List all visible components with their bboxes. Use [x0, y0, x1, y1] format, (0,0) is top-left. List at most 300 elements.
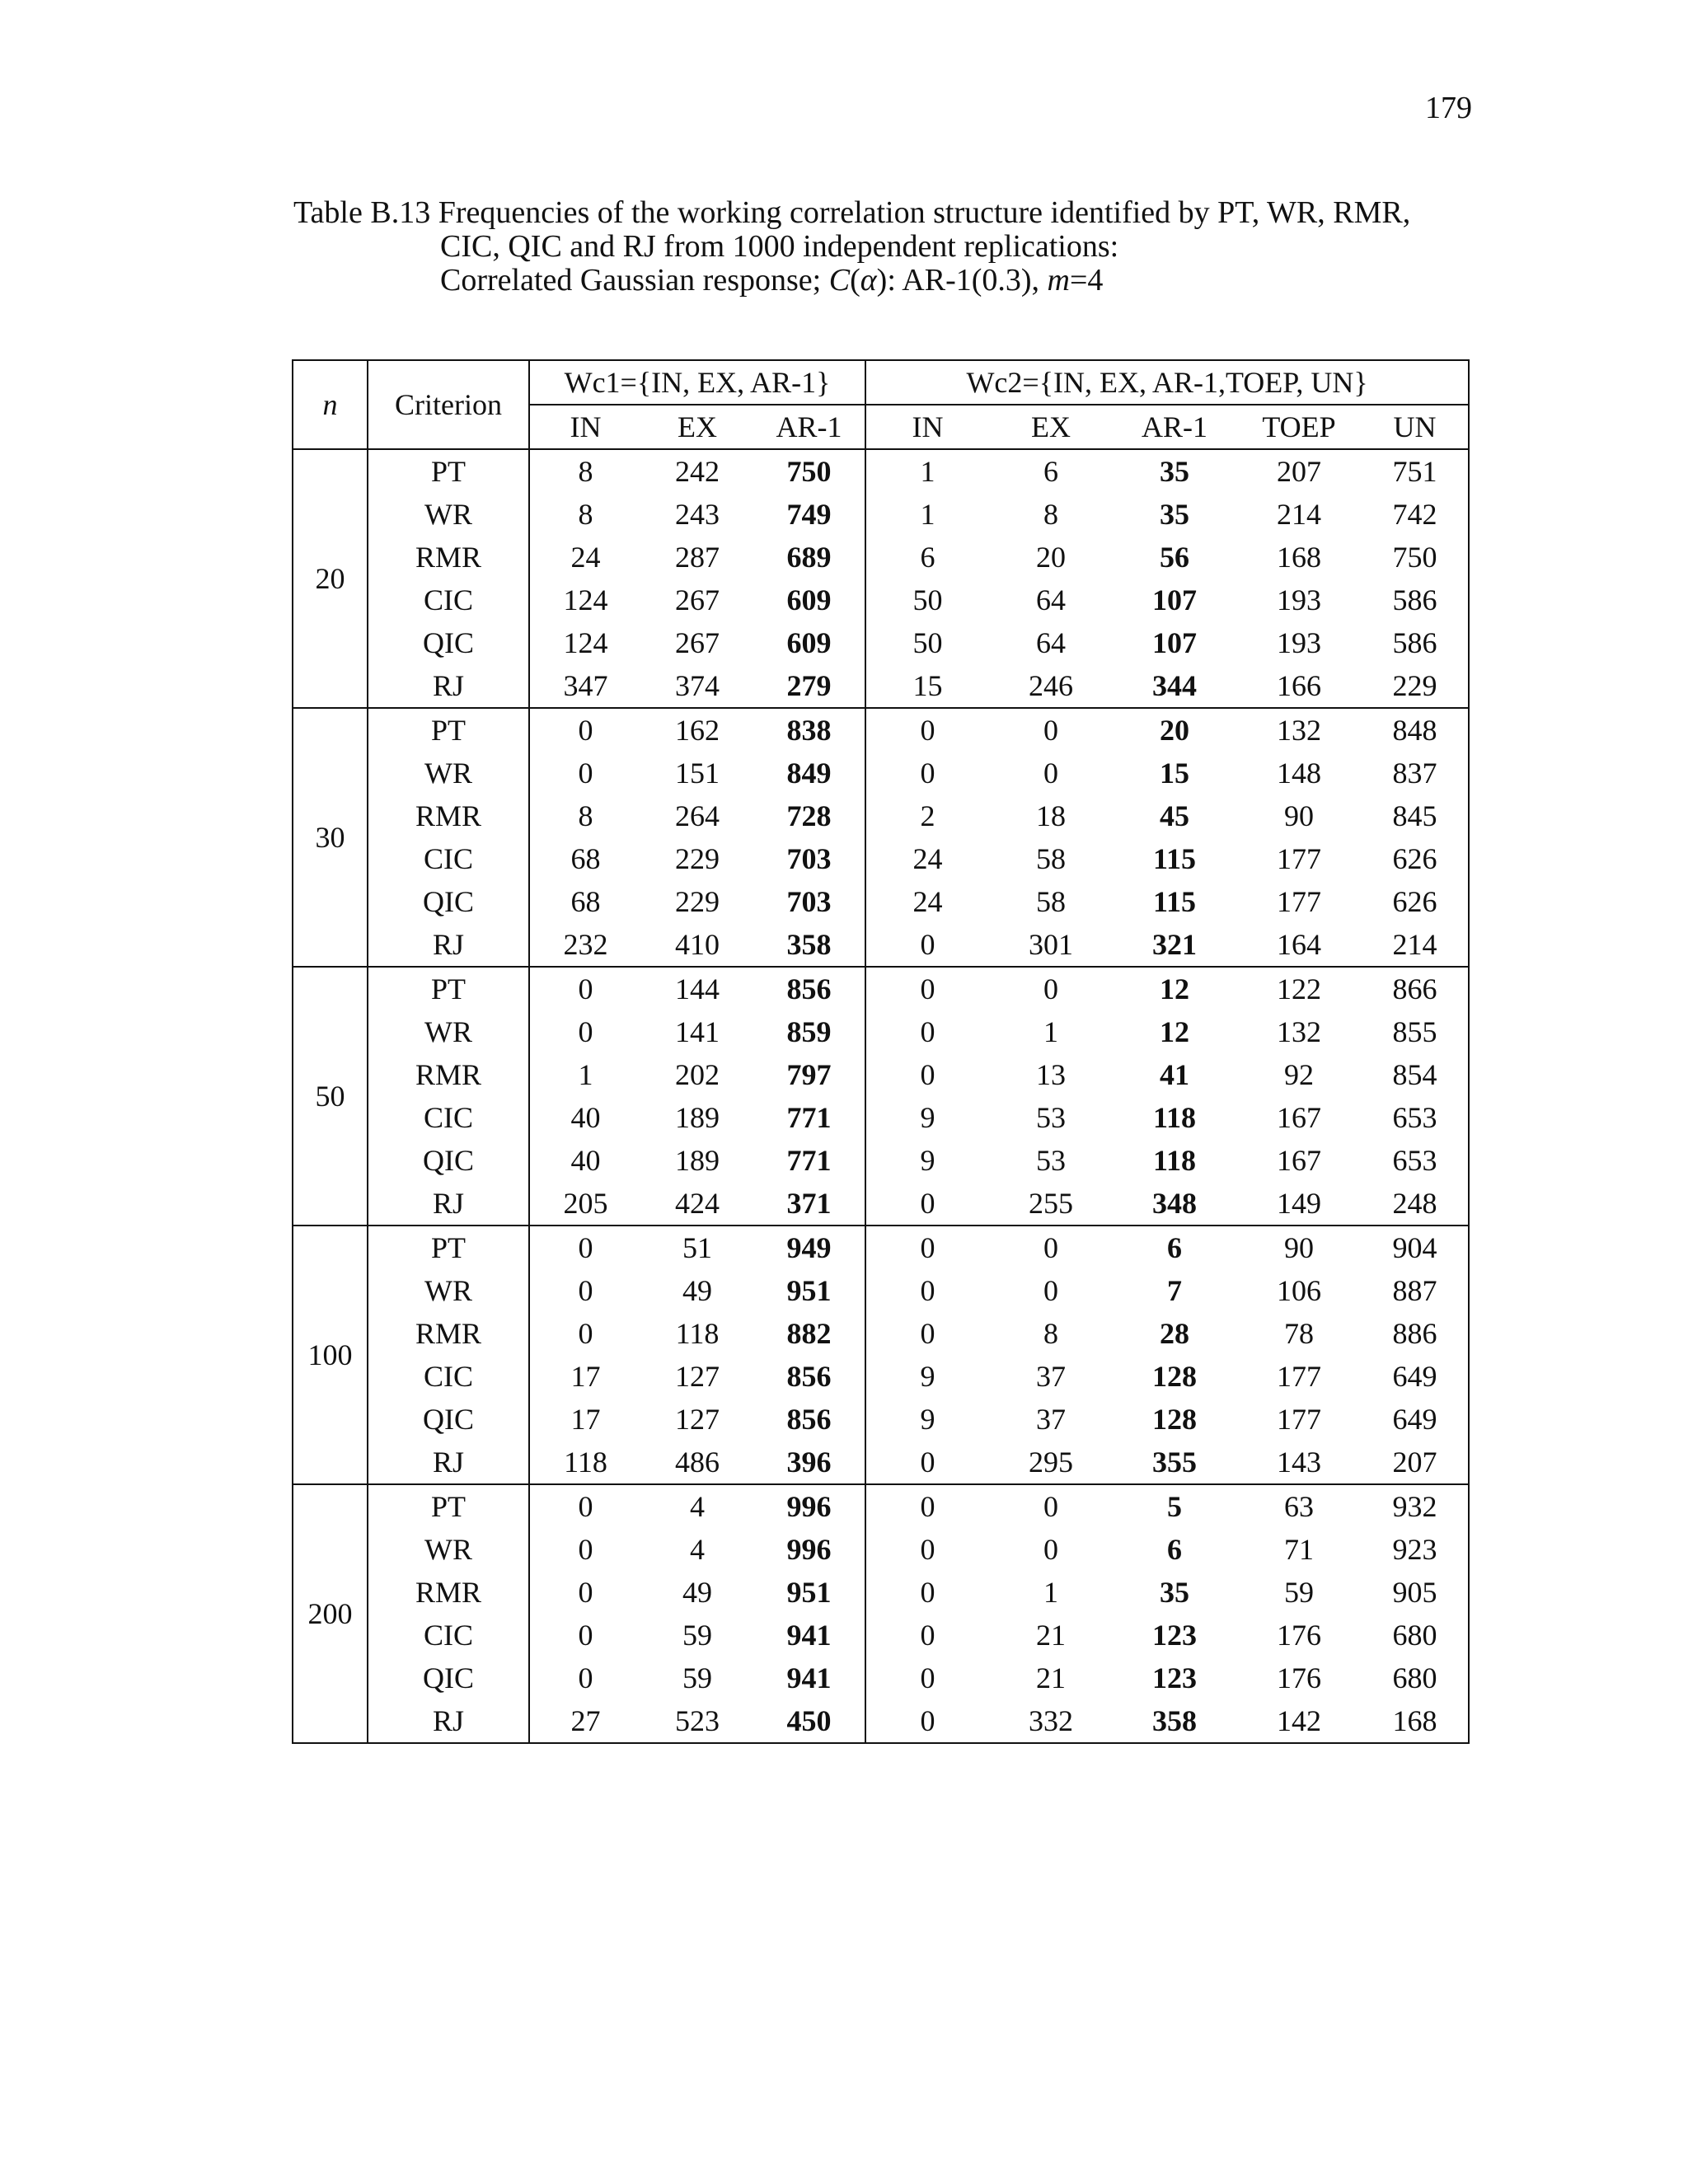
value-cell: 37	[1036, 1403, 1067, 1436]
value-cell: 0	[865, 967, 989, 1010]
table-caption	[293, 196, 1472, 298]
value-cell: 64	[1036, 626, 1067, 659]
value-cell: 106	[1277, 1274, 1322, 1307]
sample-size-cell: 50	[293, 967, 368, 1226]
criterion-cell: PT	[368, 708, 529, 752]
value-cell: 12	[1160, 972, 1190, 1005]
value-cell: 371	[753, 1182, 865, 1226]
value-cell: 90	[1284, 1231, 1315, 1264]
value-cell: 854	[1392, 1058, 1437, 1091]
value-cell: 797	[786, 1058, 832, 1091]
value-cell: 949	[786, 1231, 832, 1264]
value-cell: 142	[1277, 1704, 1322, 1737]
value-cell: 0	[1043, 1274, 1059, 1307]
value-cell: 0	[1043, 1231, 1059, 1264]
value-cell: 15	[1160, 757, 1190, 790]
value-cell: 742	[1392, 498, 1437, 531]
value-cell: 750	[1392, 541, 1437, 574]
value-cell: 13	[1036, 1058, 1067, 1091]
value-cell: 0	[865, 1441, 989, 1484]
value-cell: 50	[865, 621, 989, 664]
value-cell: 12	[1160, 1015, 1190, 1048]
value-cell: 45	[1160, 799, 1190, 832]
criterion-cell: RJ	[368, 1441, 529, 1484]
value-cell: 4	[690, 1490, 705, 1523]
value-cell: 68	[529, 880, 641, 923]
value-cell: 21	[1036, 1661, 1067, 1694]
value-cell: 229	[675, 842, 720, 875]
value-cell: 348	[1113, 1182, 1236, 1226]
criterion-cell: PT	[368, 449, 529, 493]
value-cell: 301	[989, 923, 1113, 967]
value-cell: 24	[865, 837, 989, 880]
value-cell: 193	[1277, 583, 1322, 616]
value-cell: 649	[1392, 1360, 1437, 1393]
value-cell: 653	[1392, 1101, 1437, 1134]
header-wc2: Wc2={IN, EX, AR-1,TOEP, UN}	[865, 360, 1469, 405]
value-cell: 115	[1153, 842, 1197, 875]
value-cell: 214	[1277, 498, 1322, 531]
value-cell: 0	[529, 1010, 641, 1053]
value-cell: 1	[1043, 1576, 1059, 1609]
value-cell: 8	[1043, 498, 1059, 531]
table-row	[293, 579, 1469, 621]
value-cell: 0	[865, 1657, 989, 1699]
value-cell: 374	[641, 664, 753, 708]
value-cell: 0	[865, 923, 989, 967]
value-cell: 232	[529, 923, 641, 967]
value-cell: 92	[1284, 1058, 1315, 1091]
header-wc1-ex: EX	[641, 405, 753, 449]
value-cell: 396	[753, 1441, 865, 1484]
criterion-cell: CIC	[368, 579, 529, 621]
value-cell: 649	[1392, 1403, 1437, 1436]
value-cell: 207	[1277, 455, 1322, 488]
value-cell: 728	[786, 799, 832, 832]
value-cell: 904	[1392, 1231, 1437, 1264]
value-cell: 1	[865, 449, 989, 493]
value-cell: 1	[865, 493, 989, 536]
table-row	[293, 1657, 1469, 1699]
criterion-cell: RJ	[368, 664, 529, 708]
value-cell: 167	[1277, 1101, 1322, 1134]
value-cell: 0	[529, 708, 641, 752]
table-row	[293, 923, 1469, 967]
value-cell: 703	[786, 885, 832, 918]
value-cell: 20	[1036, 541, 1067, 574]
value-cell: 202	[675, 1058, 720, 1091]
criterion-cell: RJ	[368, 923, 529, 967]
criterion-cell: CIC	[368, 837, 529, 880]
value-cell: 358	[1152, 1704, 1198, 1737]
value-cell: 845	[1392, 799, 1437, 832]
value-cell: 118	[529, 1441, 641, 1484]
table-row	[293, 1355, 1469, 1398]
value-cell: 267	[675, 583, 720, 616]
value-cell: 5	[1167, 1490, 1183, 1523]
table-row	[293, 493, 1469, 536]
value-cell: 1	[529, 1053, 641, 1096]
value-cell: 859	[786, 1015, 832, 1048]
value-cell: 703	[786, 842, 832, 875]
table-row	[293, 752, 1469, 794]
value-cell: 132	[1277, 714, 1322, 747]
value-cell: 923	[1392, 1533, 1437, 1566]
criterion-cell: RMR	[368, 1053, 529, 1096]
sample-size-cell: 20	[293, 449, 368, 708]
value-cell: 124	[529, 579, 641, 621]
value-cell: 107	[1152, 583, 1198, 616]
criterion-cell: RMR	[368, 794, 529, 837]
value-cell: 8	[529, 449, 641, 493]
header-wc2-ex: EX	[989, 405, 1113, 449]
value-cell: 849	[786, 757, 832, 790]
value-cell: 523	[675, 1704, 720, 1737]
value-cell: 53	[1036, 1144, 1067, 1177]
header-wc1: Wc1={IN, EX, AR-1}	[529, 360, 865, 405]
criterion-cell: RJ	[368, 1182, 529, 1226]
value-cell: 40	[529, 1139, 641, 1182]
value-cell: 586	[1392, 626, 1437, 659]
value-cell: 0	[529, 967, 641, 1010]
sample-size-cell: 100	[293, 1226, 368, 1484]
value-cell: 40	[529, 1096, 641, 1139]
value-cell: 848	[1392, 714, 1437, 747]
value-cell: 0	[529, 1614, 641, 1657]
value-cell: 0	[529, 1484, 641, 1528]
value-cell: 56	[1160, 541, 1190, 574]
value-cell: 118	[1153, 1144, 1197, 1177]
value-cell: 0	[865, 1182, 989, 1226]
header-wc1-ar1: AR-1	[753, 405, 865, 449]
value-cell: 0	[1043, 1533, 1059, 1566]
value-cell: 751	[1392, 455, 1437, 488]
value-cell: 58	[1036, 885, 1067, 918]
value-cell: 0	[865, 1226, 989, 1269]
value-cell: 207	[1362, 1441, 1469, 1484]
value-cell: 8	[529, 493, 641, 536]
value-cell: 886	[1392, 1317, 1437, 1350]
value-cell: 59	[682, 1619, 712, 1652]
value-cell: 21	[1036, 1619, 1067, 1652]
value-cell: 264	[675, 799, 720, 832]
value-cell: 653	[1392, 1144, 1437, 1177]
value-cell: 0	[1043, 972, 1059, 1005]
value-cell: 50	[865, 579, 989, 621]
value-cell: 0	[1043, 1490, 1059, 1523]
table-row	[293, 1441, 1469, 1484]
value-cell: 9	[865, 1398, 989, 1441]
value-cell: 53	[1036, 1101, 1067, 1134]
value-cell: 64	[1036, 583, 1067, 616]
value-cell: 17	[529, 1355, 641, 1398]
value-cell: 168	[1392, 1704, 1437, 1737]
value-cell: 837	[1392, 757, 1437, 790]
table-row	[293, 1312, 1469, 1355]
value-cell: 0	[865, 1010, 989, 1053]
table-row	[293, 536, 1469, 579]
value-cell: 255	[989, 1182, 1113, 1226]
table-row	[293, 1182, 1469, 1226]
value-cell: 750	[786, 455, 832, 488]
value-cell: 78	[1284, 1317, 1315, 1350]
value-cell: 49	[682, 1274, 712, 1307]
value-cell: 856	[786, 1360, 832, 1393]
table-row	[293, 1139, 1469, 1182]
value-cell: 243	[675, 498, 720, 531]
value-cell: 358	[753, 923, 865, 967]
value-cell: 122	[1277, 972, 1322, 1005]
value-cell: 167	[1277, 1144, 1322, 1177]
table-row	[293, 449, 1469, 493]
value-cell: 0	[865, 1312, 989, 1355]
value-cell: 166	[1236, 664, 1362, 708]
value-cell: 177	[1277, 1360, 1322, 1393]
value-cell: 242	[675, 455, 720, 488]
value-cell: 248	[1362, 1182, 1469, 1226]
table-row	[293, 1614, 1469, 1657]
value-cell: 8	[1043, 1317, 1059, 1350]
value-cell: 609	[786, 583, 832, 616]
criterion-cell: CIC	[368, 1614, 529, 1657]
value-cell: 128	[1152, 1403, 1198, 1436]
value-cell: 127	[675, 1360, 720, 1393]
value-cell: 0	[865, 1053, 989, 1096]
table-row	[293, 1571, 1469, 1614]
value-cell: 151	[675, 757, 720, 790]
value-cell: 932	[1392, 1490, 1437, 1523]
value-cell: 118	[1153, 1101, 1197, 1134]
value-cell: 124	[529, 621, 641, 664]
header-wc2-in: IN	[865, 405, 989, 449]
value-cell: 177	[1277, 885, 1322, 918]
value-cell: 63	[1284, 1490, 1315, 1523]
value-cell: 355	[1113, 1441, 1236, 1484]
value-cell: 162	[675, 714, 720, 747]
value-cell: 626	[1392, 842, 1437, 875]
criterion-cell: QIC	[368, 621, 529, 664]
value-cell: 996	[786, 1490, 832, 1523]
value-cell: 229	[1362, 664, 1469, 708]
table-row	[293, 880, 1469, 923]
value-cell: 144	[675, 972, 720, 1005]
value-cell: 143	[1236, 1441, 1362, 1484]
header-wc2-toep: TOEP	[1236, 405, 1362, 449]
value-cell: 28	[1160, 1317, 1190, 1350]
value-cell: 6	[1167, 1231, 1183, 1264]
value-cell: 123	[1152, 1661, 1198, 1694]
caption-alpha-symbol: α	[860, 263, 877, 298]
table-row	[293, 708, 1469, 752]
value-cell: 18	[1036, 799, 1067, 832]
criterion-cell: QIC	[368, 880, 529, 923]
value-cell: 6	[865, 536, 989, 579]
value-cell: 59	[682, 1661, 712, 1694]
value-cell: 176	[1277, 1619, 1322, 1652]
value-cell: 905	[1392, 1576, 1437, 1609]
value-cell: 0	[865, 1484, 989, 1528]
value-cell: 20	[1160, 714, 1190, 747]
value-cell: 7	[1167, 1274, 1183, 1307]
criterion-cell: WR	[368, 1010, 529, 1053]
value-cell: 35	[1160, 498, 1190, 531]
header-wc2-ar1: AR-1	[1113, 405, 1236, 449]
criterion-cell: CIC	[368, 1096, 529, 1139]
value-cell: 0	[865, 1571, 989, 1614]
criterion-cell: CIC	[368, 1355, 529, 1398]
value-cell: 951	[786, 1274, 832, 1307]
table-row	[293, 1484, 1469, 1528]
criterion-cell: RMR	[368, 536, 529, 579]
value-cell: 128	[1152, 1360, 1198, 1393]
value-cell: 15	[865, 664, 989, 708]
value-cell: 0	[865, 1528, 989, 1571]
value-cell: 0	[529, 1226, 641, 1269]
value-cell: 586	[1392, 583, 1437, 616]
criterion-cell: QIC	[368, 1657, 529, 1699]
value-cell: 8	[529, 794, 641, 837]
caption-line-3-mid: ): AR-1(0.3),	[876, 263, 1048, 298]
value-cell: 6	[1167, 1533, 1183, 1566]
value-cell: 6	[1043, 455, 1059, 488]
value-cell: 486	[641, 1441, 753, 1484]
value-cell: 90	[1284, 799, 1315, 832]
value-cell: 123	[1152, 1619, 1198, 1652]
caption-line-3-suffix: =4	[1070, 263, 1104, 298]
header-wc2-un: UN	[1362, 405, 1469, 449]
value-cell: 410	[641, 923, 753, 967]
value-cell: 9	[865, 1355, 989, 1398]
value-cell: 9	[865, 1139, 989, 1182]
value-cell: 177	[1277, 1403, 1322, 1436]
value-cell: 177	[1277, 842, 1322, 875]
criterion-cell: WR	[368, 1269, 529, 1312]
value-cell: 193	[1277, 626, 1322, 659]
caption-line-3	[293, 264, 1472, 298]
value-cell: 951	[786, 1576, 832, 1609]
value-cell: 24	[529, 536, 641, 579]
criterion-cell: RMR	[368, 1571, 529, 1614]
value-cell: 424	[641, 1182, 753, 1226]
value-cell: 35	[1160, 1576, 1190, 1609]
caption-line-2: CIC, QIC and RJ from 1000 independent replications:	[440, 229, 1119, 264]
value-cell: 49	[682, 1576, 712, 1609]
value-cell: 51	[682, 1231, 712, 1264]
table-row	[293, 837, 1469, 880]
value-cell: 4	[690, 1533, 705, 1566]
page-number: 179	[1425, 91, 1472, 125]
criterion-cell: QIC	[368, 1398, 529, 1441]
value-cell: 0	[865, 708, 989, 752]
table-row	[293, 1053, 1469, 1096]
value-cell: 856	[786, 1403, 832, 1436]
value-cell: 680	[1392, 1661, 1437, 1694]
value-cell: 838	[786, 714, 832, 747]
value-cell: 68	[529, 837, 641, 880]
value-cell: 149	[1236, 1182, 1362, 1226]
criterion-cell: PT	[368, 1484, 529, 1528]
value-cell: 321	[1113, 923, 1236, 967]
value-cell: 115	[1153, 885, 1197, 918]
value-cell: 0	[865, 752, 989, 794]
value-cell: 1	[1043, 1015, 1059, 1048]
caption-m-symbol: m	[1047, 263, 1070, 298]
criterion-cell: PT	[368, 967, 529, 1010]
sample-size-cell: 30	[293, 708, 368, 967]
table-row	[293, 1010, 1469, 1053]
value-cell: 27	[529, 1699, 641, 1743]
value-cell: 0	[529, 1269, 641, 1312]
value-cell: 0	[529, 1571, 641, 1614]
value-cell: 0	[529, 1657, 641, 1699]
value-cell: 141	[675, 1015, 720, 1048]
table-row	[293, 967, 1469, 1010]
value-cell: 941	[786, 1619, 832, 1652]
value-cell: 882	[786, 1317, 832, 1350]
table-row	[293, 1528, 1469, 1571]
table-row	[293, 1226, 1469, 1269]
table-body	[293, 449, 1469, 1743]
value-cell: 41	[1160, 1058, 1190, 1091]
value-cell: 287	[675, 541, 720, 574]
value-cell: 24	[865, 880, 989, 923]
caption-line-3-prefix: Correlated Gaussian response;	[440, 263, 829, 298]
value-cell: 609	[786, 626, 832, 659]
value-cell: 0	[865, 1269, 989, 1312]
value-cell: 35	[1160, 455, 1190, 488]
criterion-cell: WR	[368, 752, 529, 794]
value-cell: 0	[529, 1528, 641, 1571]
criterion-cell: RMR	[368, 1312, 529, 1355]
header-n: n	[293, 360, 368, 449]
value-cell: 189	[675, 1101, 720, 1134]
table-row	[293, 1096, 1469, 1139]
value-cell: 295	[989, 1441, 1113, 1484]
criterion-cell: RJ	[368, 1699, 529, 1743]
value-cell: 229	[675, 885, 720, 918]
value-cell: 749	[786, 498, 832, 531]
value-cell: 107	[1152, 626, 1198, 659]
value-cell: 168	[1277, 541, 1322, 574]
value-cell: 9	[865, 1096, 989, 1139]
value-cell: 205	[529, 1182, 641, 1226]
table-row	[293, 664, 1469, 708]
value-cell: 771	[786, 1144, 832, 1177]
value-cell: 0	[865, 1614, 989, 1657]
caption-c-symbol: C	[828, 263, 851, 298]
value-cell: 246	[989, 664, 1113, 708]
criterion-cell: PT	[368, 1226, 529, 1269]
table-row	[293, 1699, 1469, 1743]
value-cell: 214	[1362, 923, 1469, 967]
value-cell: 279	[753, 664, 865, 708]
value-cell: 0	[865, 1699, 989, 1743]
sample-size-cell: 200	[307, 1597, 353, 1630]
value-cell: 626	[1392, 885, 1437, 918]
table-row	[293, 1269, 1469, 1312]
value-cell: 450	[786, 1704, 832, 1737]
value-cell: 855	[1392, 1015, 1437, 1048]
value-cell: 189	[675, 1144, 720, 1177]
value-cell: 17	[529, 1398, 641, 1441]
value-cell: 132	[1277, 1015, 1322, 1048]
value-cell: 176	[1277, 1661, 1322, 1694]
table-row	[293, 1398, 1469, 1441]
value-cell: 2	[865, 794, 989, 837]
value-cell: 856	[786, 972, 832, 1005]
table-row	[293, 621, 1469, 664]
value-cell: 771	[786, 1101, 832, 1134]
